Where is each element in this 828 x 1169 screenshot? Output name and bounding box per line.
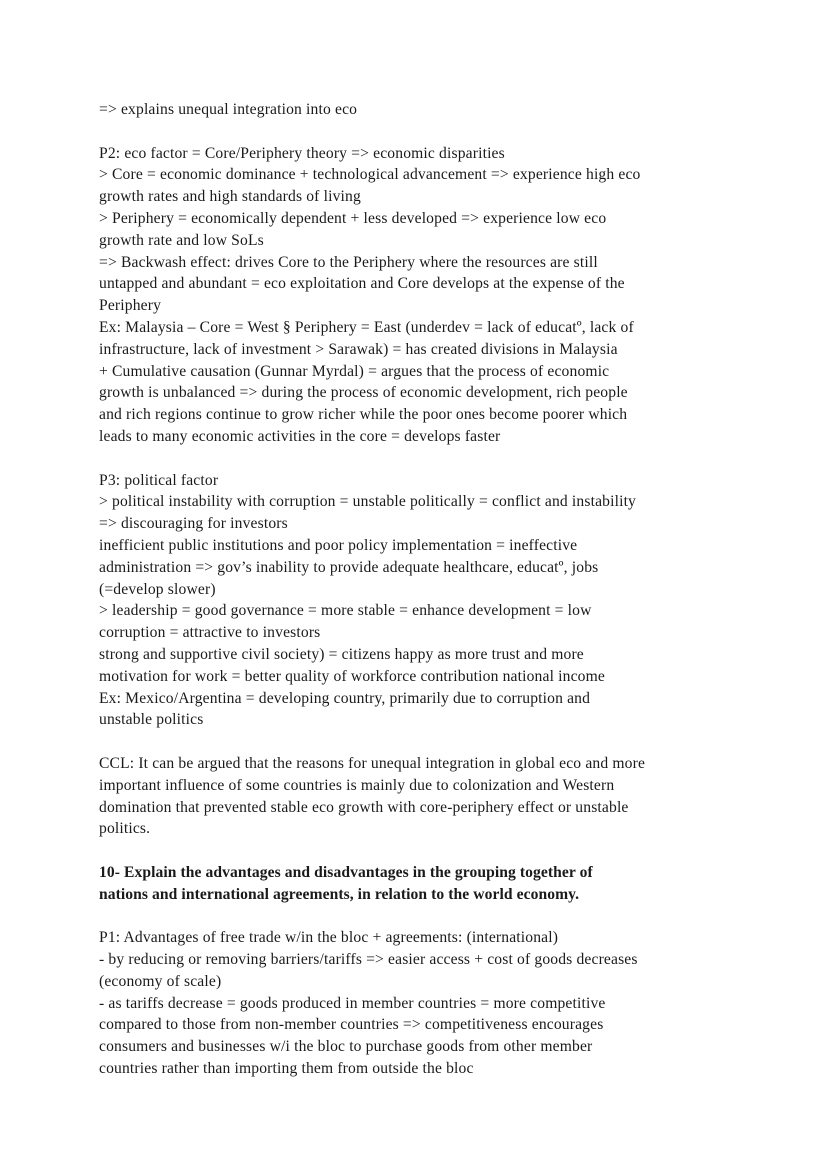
text-line: + Cumulative causation (Gunnar Myrdal) = argues that the process of economic (99, 362, 610, 380)
text-line: countries rather than importing them from outside the bloc (99, 1060, 474, 1078)
text-line: (economy of scale) (99, 972, 222, 990)
text-line: CCL: It can be argued that the reasons for unequal integration in global eco and more (99, 754, 646, 772)
text-line: P2: eco factor = Core/Periphery theory => economic disparities (99, 144, 505, 162)
paragraph-conclusion (99, 753, 735, 840)
text-line: compared to those from non-member countries => competitiveness encourages (99, 1016, 604, 1034)
text-line: P3: political factor (99, 471, 219, 489)
text-line: > Periphery = economically dependent + less developed => experience low eco (99, 209, 607, 227)
text-line: growth is unbalanced => during the process of economic development, rich people (99, 384, 628, 402)
document-text-column (99, 99, 735, 1080)
text-line: > leadership = good governance = more stable = enhance development = low (99, 602, 592, 620)
text-line: corruption = attractive to investors (99, 624, 321, 642)
text-line: => explains unequal integration into eco (99, 101, 358, 118)
text-line: motivation for work = better quality of workforce contribution national income (99, 667, 605, 685)
text-line: unstable politics (99, 711, 204, 729)
text-line: (=develop slower) (99, 580, 216, 598)
text-line: domination that prevented stable eco growth with core-periphery effect or unstable (99, 798, 629, 816)
text-line: inefficient public institutions and poor policy implementation = ineffective (99, 536, 578, 554)
text-line: strong and supportive civil society) = citizens happy as more trust and more (99, 645, 584, 663)
text-line: growth rate and low SoLs (99, 231, 264, 249)
text-line: => Backwash effect: drives Core to the Periphery where the resources are still (99, 253, 598, 271)
intro-conclusion-line (99, 99, 735, 121)
text-line: > Core = economic dominance + technological advancement => experience high eco (99, 166, 641, 184)
text-line: > political instability with corruption = unstable politically = conflict and instability (99, 493, 637, 511)
text-line: - by reducing or removing barriers/tariffs => easier access + cost of goods decreases (99, 951, 638, 969)
text-line: and rich regions continue to grow richer while the poor ones become poorer which (99, 406, 628, 424)
text-line: - as tariffs decrease = goods produced in member countries = more competitive (99, 994, 606, 1012)
text-line: growth rates and high standards of living (99, 188, 361, 206)
text-line: politics. (99, 820, 151, 838)
paragraph-p2-economic-factor (99, 143, 735, 448)
text-line: leads to many economic activities in the core = develops faster (99, 427, 501, 445)
text-line: administration => gov’s inability to provide adequate healthcare, educatº, jobs (99, 558, 599, 576)
text-line: P1: Advantages of free trade w/in the bloc + agreements: (international) (99, 929, 559, 947)
text-line: consumers and businesses w/i the bloc to purchase goods from other member (99, 1038, 593, 1056)
text-line: infrastructure, lack of investment > Sarawak) = has created divisions in Malaysia (99, 340, 618, 358)
text-line: Periphery (99, 297, 162, 315)
text-line: Ex: Malaysia – Core = West § Periphery = East (underdev = lack of educatº, lack of (99, 318, 634, 336)
text-line: 10- Explain the advantages and disadvantages in the grouping together of (99, 863, 593, 881)
text-line: untapped and abundant = eco exploitation and Core develops at the expense of the (99, 275, 625, 293)
text-line: important influence of some countries is mainly due to colonization and Western (99, 776, 615, 794)
text-line: Ex: Mexico/Argentina = developing country, primarily due to corruption and (99, 689, 591, 707)
paragraph-p3-political-factor (99, 470, 735, 732)
heading-question-10 (99, 862, 735, 906)
paragraph-p1-advantages-free-trade (99, 927, 735, 1080)
text-line: nations and international agreements, in relation to the world economy. (99, 885, 580, 903)
text-line: => discouraging for investors (99, 515, 288, 533)
